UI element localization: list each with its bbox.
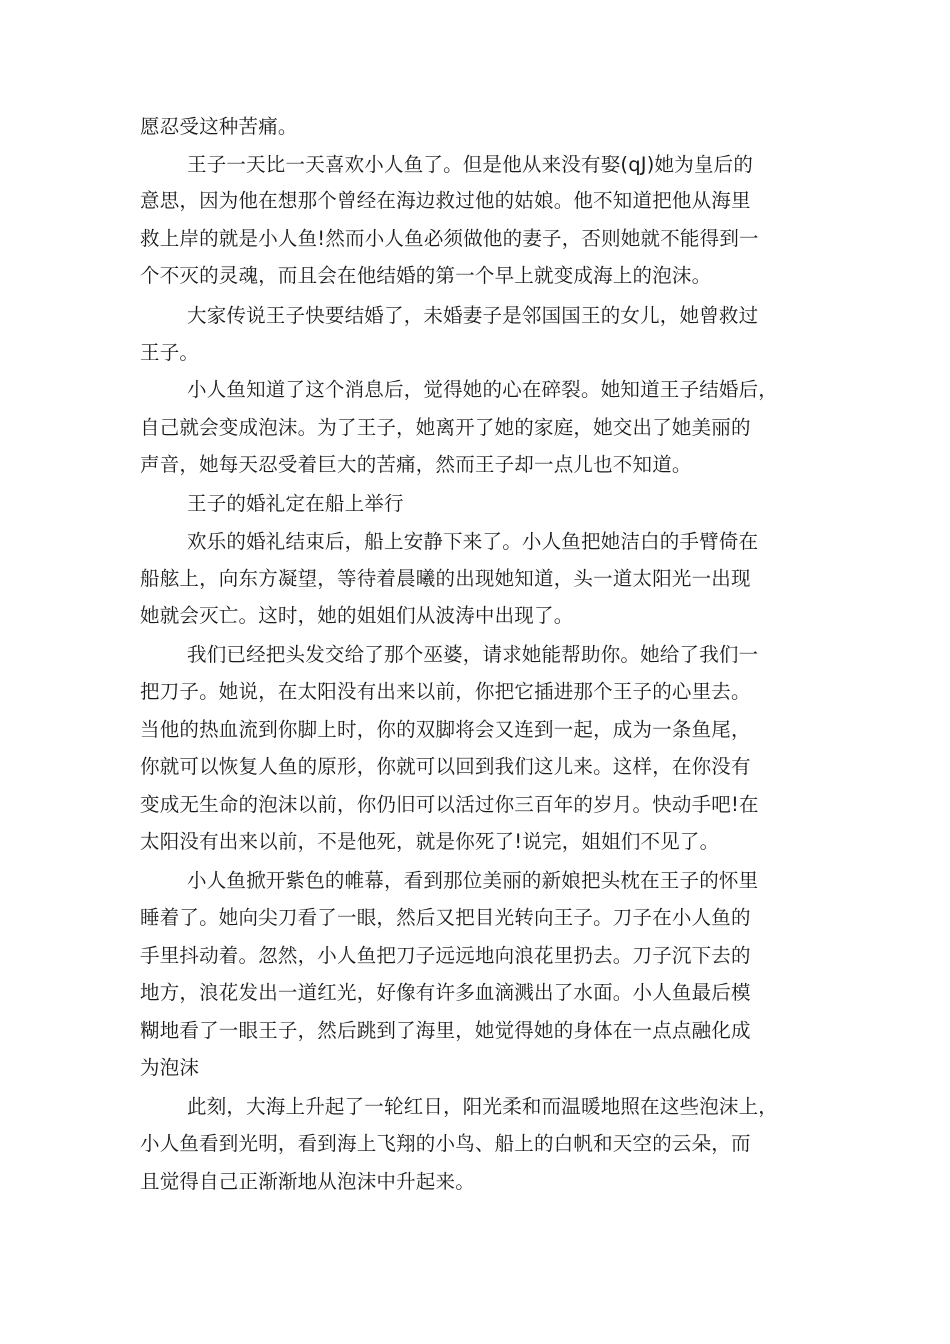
text-line: 她就会灭亡。这时，她的姐姐们从波涛中出现了。 — [140, 604, 574, 627]
text-line: 且觉得自己正渐渐地从泡沫中升起来。 — [140, 1170, 475, 1193]
paragraph-start-line: 小人鱼掀开紫色的帷幕，看到那位美丽的新娘把头枕在王子的怀里 — [187, 869, 759, 892]
text-line: 愿忍受这种苦痛。 — [140, 115, 298, 138]
text-line: 当他的热血流到你脚上时，你的双脚将会又连到一起，成为一条鱼尾， — [140, 718, 751, 741]
text-line: 船舷上，向东方凝望，等待着晨曦的出现她知道，头一道太阳光一出现 — [140, 567, 751, 590]
paragraph-start-line: 我们已经把头发交给了那个巫婆，请求她能帮助你。她给了我们一 — [187, 643, 759, 666]
text-line: 太阳没有出来以前，不是他死，就是你死了!说完，姐姐们不见了。 — [140, 830, 720, 853]
text-line: 为泡沫 — [140, 1056, 200, 1079]
paragraph-start-line: 欢乐的婚礼结束后，船上安静下来了。小人鱼把她洁白的手臂倚在 — [187, 530, 759, 553]
text-line: 手里抖动着。忽然，小人鱼把刀子远远地向浪花里扔去。刀子沉下去的 — [140, 944, 751, 967]
paragraph-start-line: 大家传说王子快要结婚了，未婚妻子是邻国国王的女儿，她曾救过 — [187, 304, 759, 327]
text-line: 把刀子。她说，在太阳没有出来以前，你把它插进那个王子的心里去。 — [140, 680, 751, 703]
text-line: 小人鱼看到光明，看到海上飞翔的小鸟、船上的白帆和天空的云朵，而 — [140, 1132, 751, 1155]
text-line: 自己就会变成泡沫。为了王子，她离开了她的家庭，她交出了她美丽的 — [140, 416, 751, 439]
paragraph-start-line: 小人鱼知道了这个消息后，觉得她的心在碎裂。她知道王子结婚后， — [187, 378, 779, 401]
text-line: 睡着了。她向尖刀看了一眼，然后又把目光转向王子。刀子在小人鱼的 — [140, 906, 751, 929]
text-line: 你就可以恢复人鱼的原形，你就可以回到我们这儿来。这样，在你没有 — [140, 755, 751, 778]
text-line: 救上岸的就是小人鱼!然而小人鱼必须做他的妻子，否则她就不能得到一 — [140, 227, 759, 250]
text-line: 糊地看了一眼王子，然后跳到了海里，她觉得她的身体在一点点融化成 — [140, 1019, 751, 1042]
text-line: 声音，她每天忍受着巨大的苦痛，然而王子却一点儿也不知道。 — [140, 453, 692, 476]
text-line: 地方，浪花发出一道红光，好像有许多血滴溅出了水面。小人鱼最后模 — [140, 981, 751, 1004]
paragraph-start-line: 王子的婚礼定在船上举行 — [187, 492, 404, 515]
paragraph-start-line: 王子一天比一天喜欢小人鱼了。但是他从来没有娶(qJ)她为皇后的 — [187, 153, 754, 176]
text-line: 王子。 — [140, 341, 200, 364]
text-line: 个不灭的灵魂，而且会在他结婚的第一个早上就变成海上的泡沫。 — [140, 264, 712, 287]
text-line: 意思，因为他在想那个曾经在海边救过他的姑娘。他不知道把他从海里 — [140, 189, 751, 212]
text-line: 变成无生命的泡沫以前，你仍旧可以活过你三百年的岁月。快动手吧!在 — [140, 793, 759, 816]
paragraph-start-line: 此刻，大海上升起了一轮红日，阳光柔和而温暖地照在这些泡沫上， — [187, 1095, 779, 1118]
